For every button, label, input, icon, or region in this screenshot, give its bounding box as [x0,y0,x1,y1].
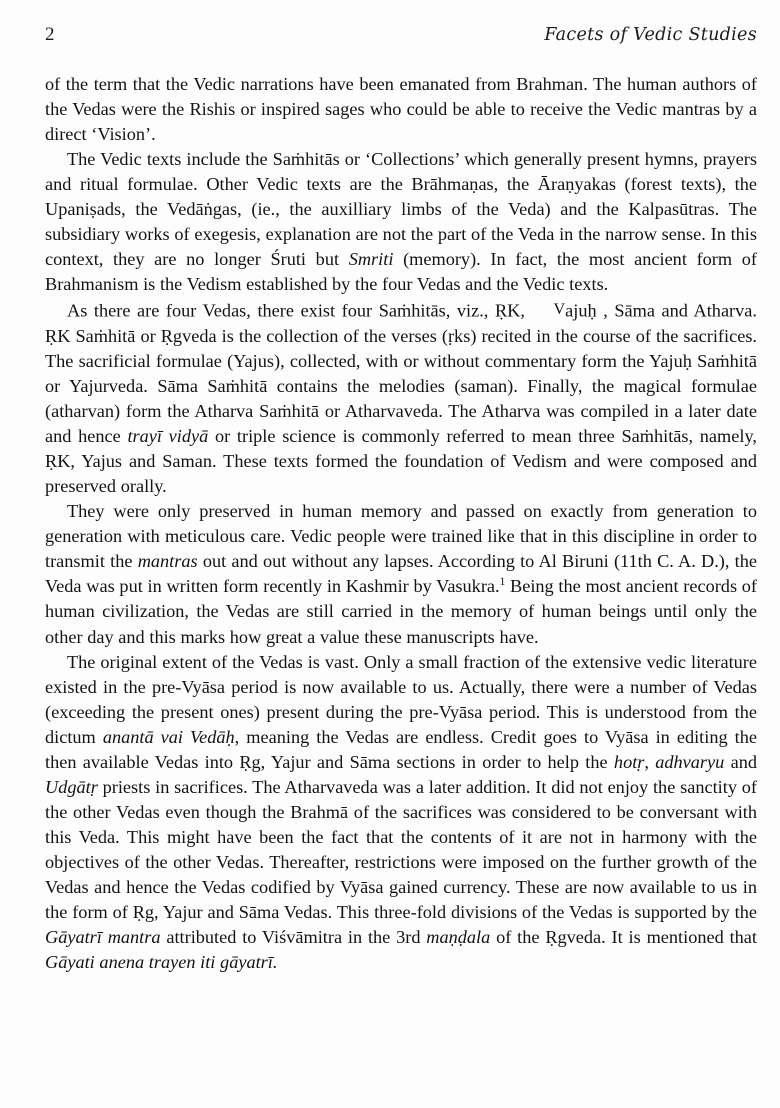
text-run: priests in sacrifices. The Atharvaveda was a later addition. It did not enjoy the sanctity of the other Vedas even though the Brahmā of the sacrifices was considered to be conversant with this Veda. This might have been the fact that the contents of it are not in harmony with the objectives of the other Vedas. Thereafter, restrictions were imposed on the further growth of the Vedas and hence the Vedas codified by Vyāsa gained currency. These are now available to us in the form of Ṛg, Yajur and Sāma Vedas. This three-fold divisions of the Vedas is supported by the [45,776,757,923]
paragraph-oral-transmission [45,499,757,649]
italic-mandala: maṇḍala [426,927,491,948]
text-run: As there are four Vedas, there exist four Saṁhitās, viz., ṚK, [67,300,532,321]
page-number: 2 [45,24,55,45]
paragraph-original-extent [45,650,757,976]
italic-smriti: Smriti [348,249,394,270]
text-run: attributed to Viśvāmitra in the 3rd [160,927,427,948]
text-run: of the term that the Vedic narrations have been emanated from Brahman. The human authors of the Vedas were the Rishis or inspired sages who could be able to receive the Vedic mantras by a direct ‘Vision’. [45,74,757,145]
text-run: or triple science is commonly referred to mean three Saṁhitās, namely, ṚK, Yajus and Saman. These texts formed the foundation of Vedism and were composed and preserved orally. [45,426,757,497]
paragraph-four-vedas [45,297,757,499]
body-text-block [45,72,757,975]
italic-trayi-vidya: trayī vidyā [127,426,209,447]
scan-artifact-glyph-v: V [553,301,566,319]
italic-ananta-vai-vedah: anantā vai Vedāḥ [102,726,235,747]
text-run: They were only preserved in human memory and passed on exactly from generation to generation with meticulous care. Vedic people were trained like that in this discipline in order to transmit the [45,501,757,572]
text-run: (memory). In fact, the most ancient form of Brahmanism is the Vedism established by the four Vedas and the Vedic texts. [45,249,757,295]
text-run: Being the most ancient records of human civilization, the Vedas are still carried in the memory of human beings until only the other day and this marks how great a value these manuscripts have. [45,576,758,647]
text-run: and [724,751,757,772]
italic-hotr-adhvaryu: hotṛ, adhvaryu [613,751,725,772]
text-run: The Vedic texts include the Saṁhitās or ‘Collections’ which generally present hymns, prayers and ritual formulae. Other Vedic texts are the Brāhmaṇas, the Āraṇyakas (forest texts), the Upaniṣads, the Vedāṅgas, (ie., the auxilliary limbs of the Veda) and the Kalpasūtras. The subsidiary works of exegesis, explanation are not the part of the Veda in the narrow sense. In this context, they are no longer Śruti but [45,149,757,270]
italic-udgatr: Udgātṛ [45,776,98,797]
paragraph-vedic-texts [45,147,757,297]
text-run: out and out without any lapses. According to Al Biruni (11th C. A. D.), the Veda was put in written form recently in Kashmir by Vasukra. [45,551,757,597]
running-head [45,24,757,50]
text-run: , meaning the Vedas are endless. Credit goes to Vyāsa in editing the then available Vedas into Ṛg, Yajur and Sāma sections in order to help the [45,726,757,772]
italic-gayati-anena-trayen: Gāyati anena trayen iti gāyatrī. [45,952,278,973]
italic-mantras: mantras [137,551,198,572]
text-run: ajuḥ , Sāma and Atharva. ṚK Saṁhitā or Ṛgveda is the collection of the verses (ṛks) recited in the course of the sacrifices. The sacrificial formulae (Yajus), collected, with or without commentary form the Yajuḥ Saṁhitā or Yajurveda. Sāma Saṁhitā contains the melodies (saman). Finally, the magical formulae (atharvan) form the Atharva Saṁhitā or Atharvaveda. The Atharva was compiled in a later date and hence [45,300,757,447]
italic-gayatri-mantra: Gāyatrī mantra [45,927,161,948]
footnote-marker: 1 [499,576,506,589]
text-run: of the Ṛgveda. It is mentioned that [490,927,757,948]
paragraph-brahman [45,72,757,147]
book-title: Facets of Vedic Studies [544,25,757,45]
text-run: The original extent of the Vedas is vast. Only a small fraction of the extensive vedic literature existed in the pre-Vyāsa period is now available to us. Actually, there were a number of Vedas (exceeding the present ones) present during the pre-Vyāsa period. This is understood from the dictum [45,651,757,747]
